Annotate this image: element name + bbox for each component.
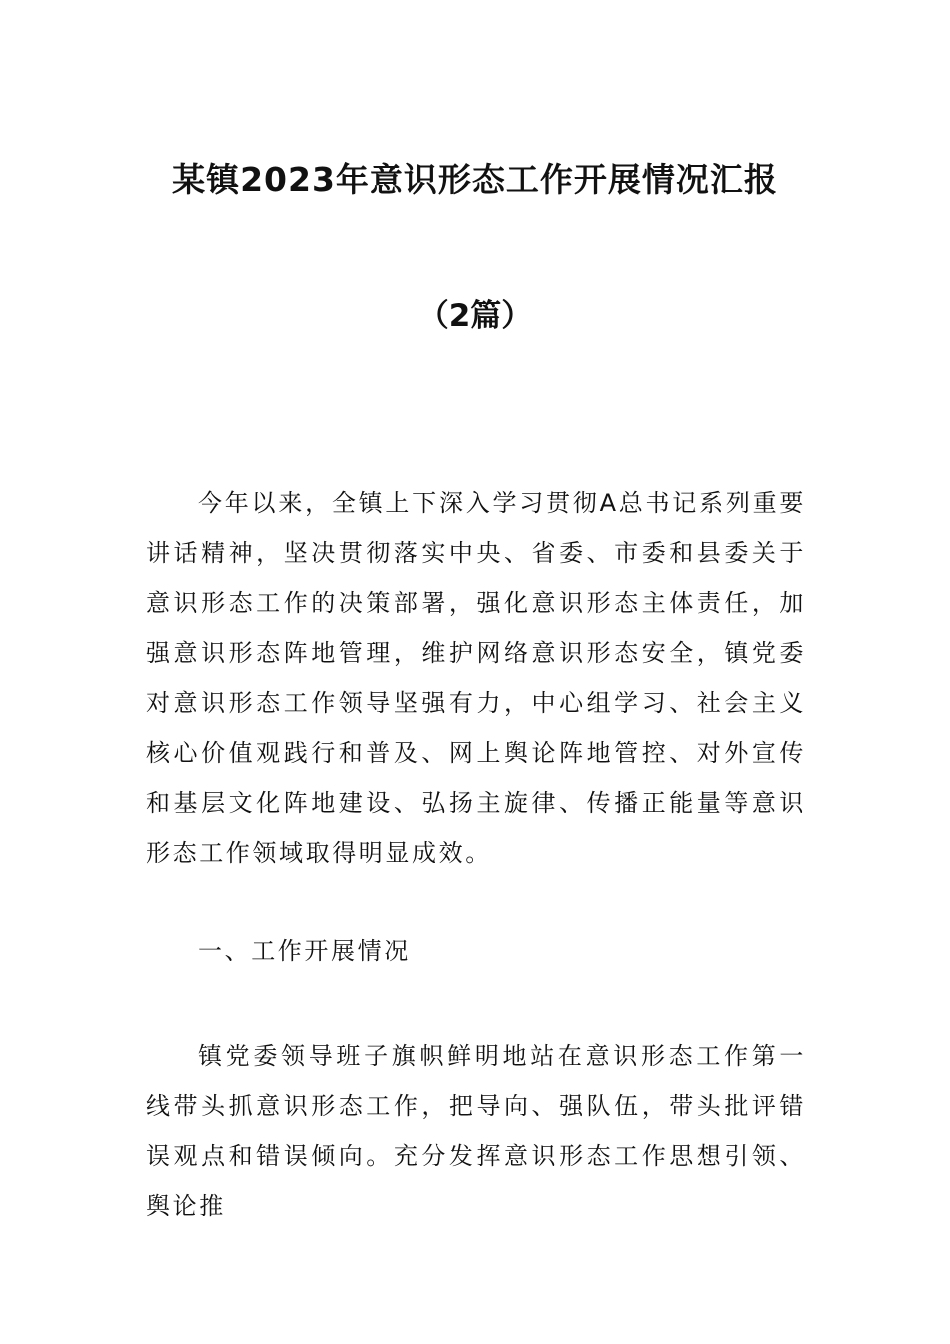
document-title: 某镇2023年意识形态工作开展情况汇报 — [172, 160, 778, 199]
section-heading: 一、工作开展情况 — [198, 937, 411, 965]
intro-paragraph: 今年以来，全镇上下深入学习贯彻A总书记系列重要讲话精神，坚决贯彻落实中央、省委、市委和县委关于意识形态工作的决策部署，强化意识形态主体责任，加强意识形态阵地管理，维护网络意识形态安全，镇党委对意识形态工作领导坚强有力，中心组学习、社会主义核心价值观践行和普及、网上舆论阵地管控、对外宣传和基层文化阵地建设、弘扬主旋律、传播正能量等意识形态工作领域取得明显成效。 — [146, 489, 806, 867]
document-subtitle: （2篇） — [417, 298, 533, 334]
section-paragraph: 镇党委领导班子旗帜鲜明地站在意识形态工作第一线带头抓意识形态工作，把导向、强队伍，带头批评错误观点和错误倾向。充分发挥意识形态工作思想引领、舆论推 — [146, 1042, 806, 1220]
